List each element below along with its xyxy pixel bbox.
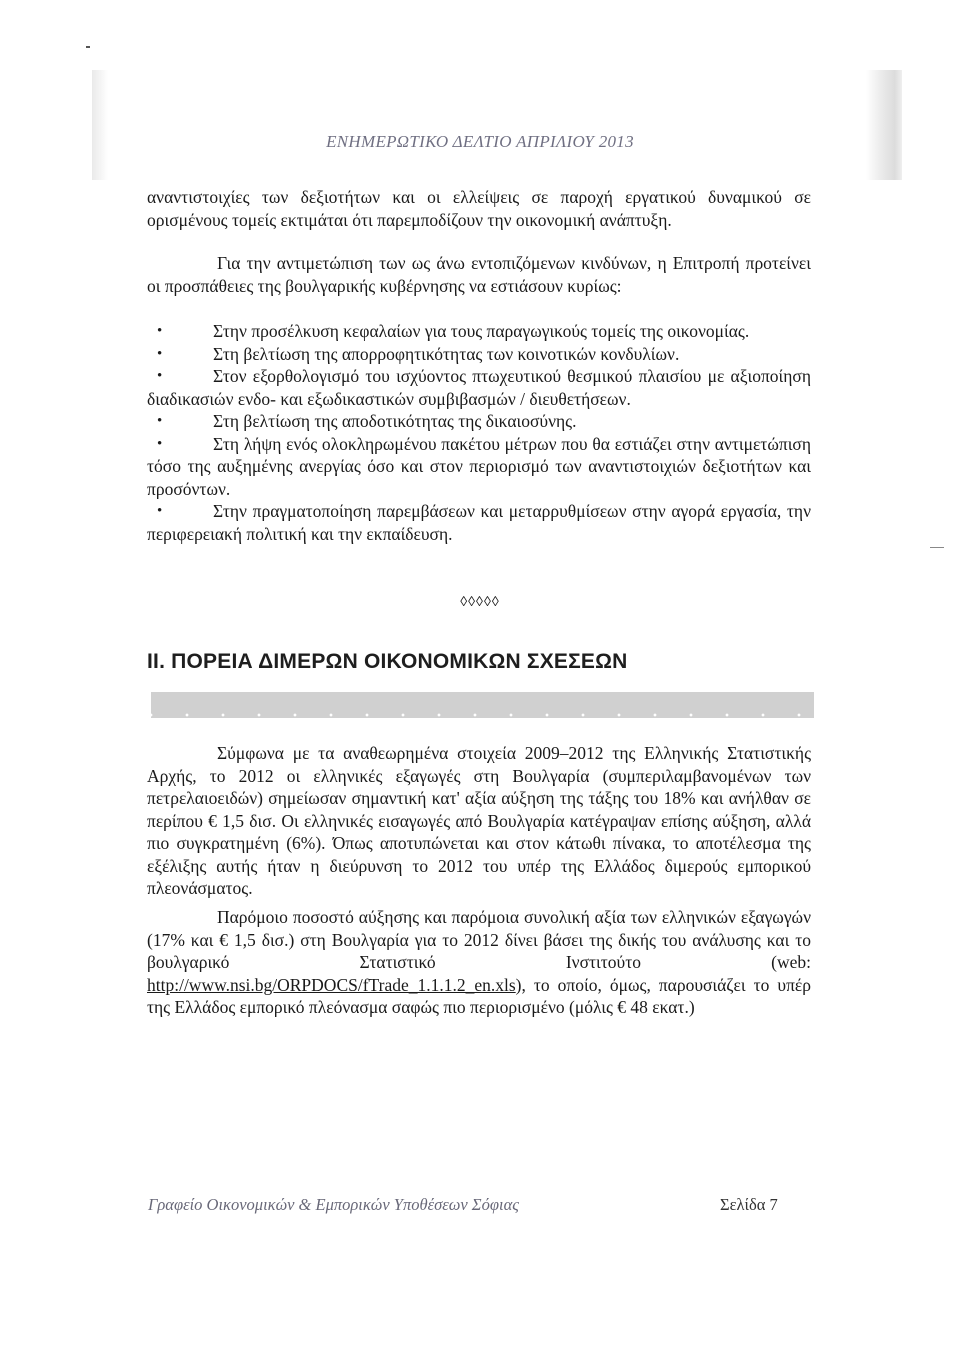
list-item: • Στη λήψη ενός ολοκληρωμένου πακέτου μέτρων που θα εστιάζει στην αντιμετώπιση τόσο της αυξημένης ανεργίας όσο και στον περιορισμό των αναντιστοιχιών δεξιοτήτων και προσόντων.	[147, 433, 811, 501]
page-header: ΕΝΗΜΕΡΩΤΙΚΟ ΔΕΛΤΙΟ ΑΠΡΙΛΙΟΥ 2013	[326, 132, 634, 151]
paragraph-continued: αναντιστοιχίες των δεξιοτήτων και οι ελλείψεις σε παροχή εργατικού δυναμικού σε ορισμένους τομείς εκτιμάται ότι παρεμποδίζουν την οικονομική ανάπτυξη.	[147, 187, 811, 230]
paragraph-text: Παρόμοιο ποσοστό αύξησης και παρόμοια συνολική αξία των ελληνικών εξαγωγών (17% και € 1,5 δισ.) στη Βουλγαρία για το 2012 δίνει βάσει της δικής του ανάλυσης και το βουλγαρικό Στατιστικό Ινστιτούτο (web:	[147, 907, 811, 972]
footer-page-number: Σελίδα 7	[720, 1195, 778, 1214]
list-item: • Στην προσέλκυση κεφαλαίων για τους παραγωγικούς τομείς της οικονομίας.	[147, 320, 811, 343]
list-item: • Στη βελτίωση της απορροφητικότητας των κοινοτικών κονδυλίων.	[147, 343, 811, 366]
section-divider: ◊◊◊◊◊	[460, 595, 500, 610]
paragraph-recommendations-intro: Για την αντιμετώπιση των ως άνω εντοπιζόμενων κινδύνων, η Επιτροπή προτείνει οι προσπάθειες της βουλγαρικής κυβέρνησης να εστιάσουν κυρίως:	[147, 253, 811, 296]
paragraph-text: ), το οποίο, όμως, παρουσιάζει το υπέρ της Ελλάδος εμπορικό πλεόνασμα σαφώς πιο περιορισμένο (μόλις € 48 εκατ.)	[147, 974, 811, 1017]
section-title: II. ΠΟΡΕΙΑ ΔΙΜΕΡΩΝ ΟΙΚΟΝΟΜΙΚΩΝ ΣΧΕΣΕΩΝ	[147, 650, 628, 673]
recommendations-list	[147, 320, 811, 545]
scan-shadow-right	[866, 70, 902, 180]
section-title-bar	[151, 692, 814, 718]
footer-office: Γραφείο Οικονομικών & Εμπορικών Υποθέσεων Σόφιας	[148, 1195, 519, 1214]
list-item: • Στη βελτίωση της αποδοτικότητας της δικαιοσύνης.	[147, 410, 811, 433]
scan-shadow-left	[92, 70, 108, 180]
list-item: • Στην πραγματοποίηση παρεμβάσεων και μεταρρυθμίσεων στην αγορά εργασία, την περιφερειακή πολιτική και την εκπαίδευση.	[147, 500, 811, 545]
paragraph-statistics-institute	[147, 906, 811, 1019]
nsi-link[interactable]: http://www.nsi.bg/ORPDOCS/fTrade_1.1.1.2_en.xls	[147, 974, 516, 995]
list-item: • Στον εξορθολογισμό του ισχύοντος πτωχευτικού θεσμικού πλαισίου με αξιοποίηση διαδικασιών ενδο- και εξωδικαστικών συμβιβασμών / διευθετήσεων.	[147, 365, 811, 410]
scan-dash	[930, 547, 944, 548]
scan-mark	[86, 46, 90, 48]
paragraph-trade-figures: Σύμφωνα με τα αναθεωρημένα στοιχεία 2009–2012 της Ελληνικής Στατιστικής Αρχής, το 2012 οι ελληνικές εξαγωγές στη Βουλγαρία (συμπεριλαμβανομένων των πετρελαιοειδών) σημείωσαν σημαντική κατ' αξία αύξηση της τάξης του 18% και ανήλθαν σε περίπου € 1,5 δισ. Οι ελληνικές εισαγωγές από Βουλγαρία κατέγραψαν επίσης αύξηση, αλλά πιο συγκρατημένη (6%). Όπως αποτυπώνεται και στον κάτωθι πίνακα, το αποτέλεσμα της εξέλιξης αυτής ήταν η διεύρυνση το 2012 του υπέρ της Ελλάδος διμερούς εμπορικού πλεονάσματος.	[147, 743, 811, 898]
